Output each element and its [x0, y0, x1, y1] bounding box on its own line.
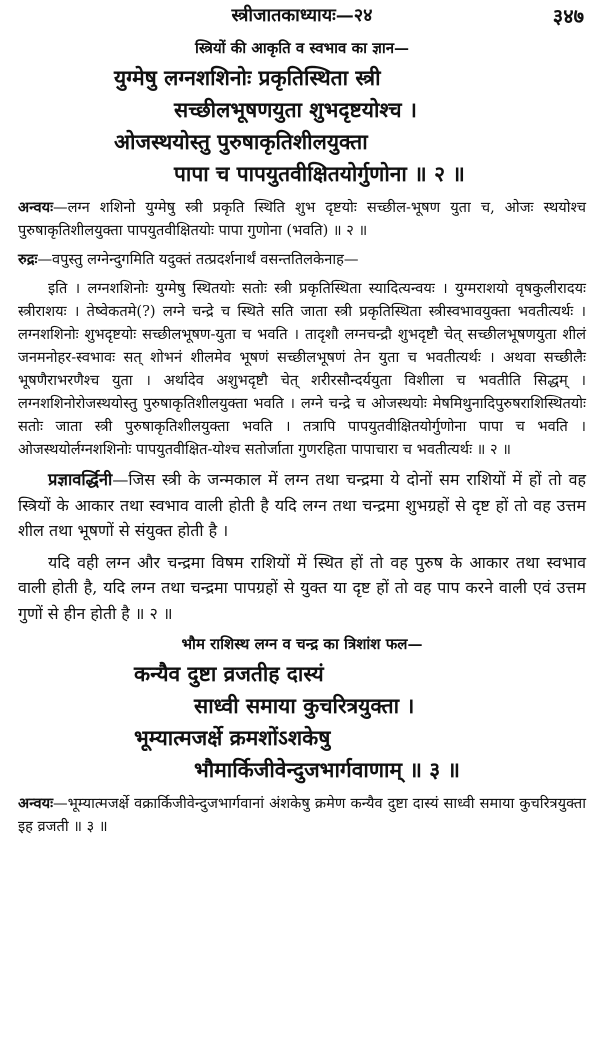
anvaya-paragraph-2: [18, 792, 586, 838]
anvaya-text: —भूम्यात्मजर्क्षे वक्रार्किजीवेन्दुजभार्गवानां अंशकेषु क्रमेण कन्यैव दुष्टा दास्यं साध्वी समाया कुचरित्रयुक्ता इह व्रजती ॥ ३ ॥: [18, 795, 586, 835]
running-head: स्त्रीजातकाध्यायः—२४: [231, 5, 373, 26]
verse-line: कन्यैव दुष्टा व्रजतीह दास्यं: [134, 661, 324, 686]
verse-line: भूम्यात्मजर्क्षे क्रमशोंऽशकेषु: [134, 725, 331, 750]
anvaya-label: अन्वयः: [18, 795, 54, 812]
prajna-label: प्रज्ञावर्द्धिनी: [48, 470, 113, 489]
verse-line: ओजस्थयोस्तु पुरुषाकृतिशीलयुक्ता: [114, 129, 368, 154]
verse-line: साध्वी समाया कुचरित्रयुक्ता ।: [194, 693, 415, 718]
rudra-intro: [18, 248, 586, 271]
section-heading-2: भौम राशिस्थ लग्न व चन्द्र का त्रिशांश फल—: [181, 635, 423, 653]
prajna-text: —जिस स्त्री के जन्मकाल में लग्न तथा चन्द्रमा ये दोनों सम राशियों में हों तो वह स्त्रियों के आकार तथा स्वभाव वाली होती है यदि लग्न तथा चन्द्रमा शुभग्रहों से दृष्ट हों तो वह उत्तम शील तथा भूषणों से संयुक्त होती है ।: [18, 470, 586, 540]
anvaya-text: —लग्न शशिनो युग्मेषु स्त्री प्रकृति स्थिति शुभ दृष्टयोः सच्छील-भूषण युता च, ओजः स्थयोश्च पुरुषाकृतिशीलयुक्ता पापयुतवीक्षितयोः पापा गुणोना (भवति) ॥ २ ॥: [18, 199, 586, 239]
verse-line: युग्मेषु लग्नशशिनोः प्रकृतिस्थिता स्त्री: [114, 65, 381, 90]
prajna-paragraph: [18, 467, 586, 544]
verse-3: [18, 658, 586, 786]
page-number: ३४७: [552, 4, 584, 28]
verse-line: सच्छीलभूषणयुता शुभदृष्टयोश्च ।: [174, 97, 417, 122]
rudra-intro-text: —वपुस्तु लग्नेन्दुगमिति यदुक्तं तत्प्रदर्शनार्थं वसन्ततिलकेनाह—: [37, 251, 359, 268]
verse-2: [18, 62, 586, 190]
page-header: [18, 0, 586, 30]
verse-line: पापा च पापयुतवीक्षितयोर्गुणोना ॥ २ ॥: [174, 161, 465, 186]
anvaya-label: अन्वयः: [18, 199, 54, 216]
verse-line: भौमार्किजीवेन्दुजभार्गवाणाम् ॥ ३ ॥: [194, 757, 461, 782]
section-heading-1: स्त्रियों की आकृति व स्वभाव का ज्ञान—: [194, 39, 410, 57]
rudra-label: रुद्रः: [18, 251, 38, 268]
anvaya-paragraph-1: [18, 196, 586, 242]
rudra-commentary: इति । लग्नशशिनोः युग्मेषु स्थितयोः सतोः स्त्री प्रकृतिस्थिता स्यादित्यन्वयः । युग्मराशयो वृषकुलीरादयः स्त्रीराशयः । तेष्वेकतमे(?) लग्ने चन्द्रे च स्थिते सति जाता स्त्री प्रकृतिस्थिता स्त्रीस्वभावयुक्ता भवतीत्यर्थः । लग्नशशिनोः शुभदृष्टयोः सच्छीलभूषण-युता च भवति । तादृशौ लग्नचन्द्रौ शुभदृष्टौ चेत् सच्छीलभूषणयुता शीलं जनमनोहर-स्वभावः सत् शोभनं शीलमेव भूषणं सच्छीलभूषणं तेन युता च भवतीत्यर्थः । अथवा सच्छीलैः भूषणैराभरणैश्च युता । अर्थादेव अशुभदृष्टौ चेत् शरीरसौन्दर्ययुता विशीला च भवतीति सिद्धम् । लग्नशशिनोरोजस्थयोस्तु पुरुषाकृतिशीलयुक्ता भवति । लग्ने चन्द्रे च ओजस्थयोः मेषमिथुनादिपुरुषराशिस्थितयोः सतोः जाता स्त्री पुरुषाकृतिशीलयुक्ता भवति । तत्रापि पापयुतवीक्षितयोर्गुणोना पापा च भवति । ओजस्थयोर्लग्नशशिनोः पापयुतवीक्षित-योश्च सतोर्जाता गुणरहिता पापाचारा च भवतीत्यर्थः ॥ २ ॥: [18, 280, 586, 458]
prajna-paragraph-2: यदि वही लग्न और चन्द्रमा विषम राशियों में स्थित हों तो वह पुरुष के आकार तथा स्वभाव वाली होती है, यदि लग्न तथा चन्द्रमा पापग्रहों से युक्त या दृष्ट हों तो वह पाप करने वाली एवं उत्तम गुणों से हीन होती है ॥ २ ॥: [18, 552, 586, 623]
